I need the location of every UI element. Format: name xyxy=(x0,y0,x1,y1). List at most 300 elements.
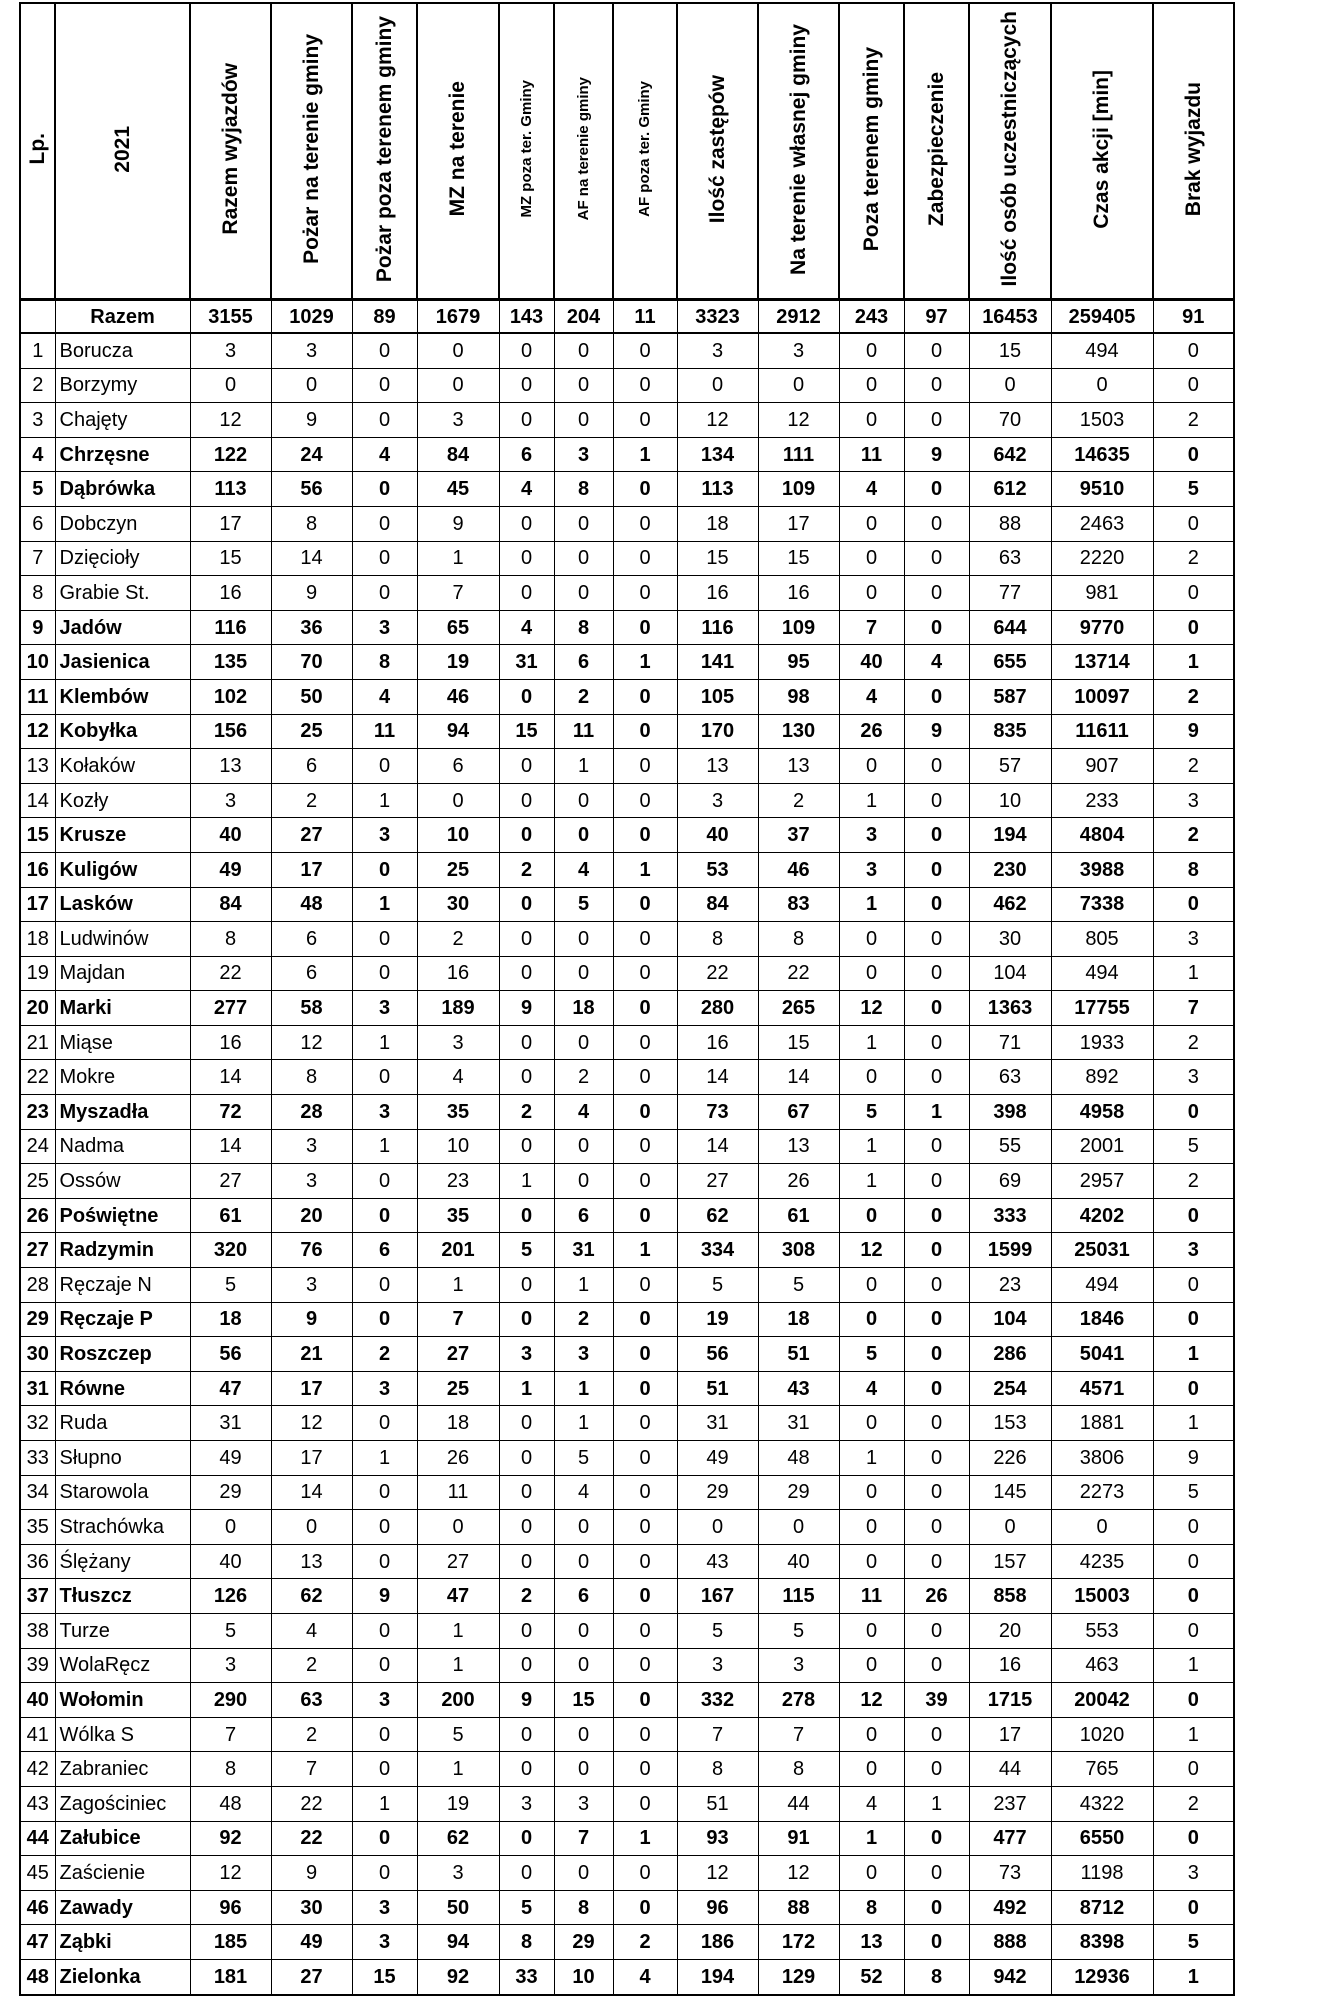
row-value-cell: 1 xyxy=(839,1129,904,1164)
row-value-cell: 22 xyxy=(677,956,758,991)
row-value-cell: 62 xyxy=(417,1821,499,1856)
row-value-cell: 9 xyxy=(271,576,352,611)
row-value-cell: 181 xyxy=(190,1959,271,1994)
row-value-cell: 3 xyxy=(190,783,271,818)
row-value-cell: 49 xyxy=(190,852,271,887)
row-value-cell: 194 xyxy=(969,818,1051,853)
row-value-cell: 16 xyxy=(190,1025,271,1060)
row-value-cell: 26 xyxy=(758,1164,839,1199)
row-value-cell: 0 xyxy=(904,887,969,922)
row-value-cell: 122 xyxy=(190,437,271,472)
row-value-cell: 0 xyxy=(613,576,677,611)
row-value-cell: 0 xyxy=(554,333,613,368)
row-value-cell: 0 xyxy=(1153,1821,1234,1856)
row-value-cell: 91 xyxy=(758,1821,839,1856)
row-value-cell: 0 xyxy=(839,1406,904,1441)
row-value-cell: 14 xyxy=(271,541,352,576)
row-value-cell: 7 xyxy=(417,1302,499,1337)
header-col xyxy=(554,3,613,300)
row-value-cell: 0 xyxy=(352,1717,417,1752)
header-col xyxy=(352,3,417,300)
row-value-cell: 981 xyxy=(1051,576,1153,611)
row-value-cell: 3 xyxy=(677,783,758,818)
row-value-cell: 0 xyxy=(499,1475,554,1510)
row-value-cell: 1933 xyxy=(1051,1025,1153,1060)
row-value-cell: 0 xyxy=(499,1648,554,1683)
total-row xyxy=(20,300,1234,334)
row-lp-cell: 31 xyxy=(20,1371,55,1406)
row-value-cell: 0 xyxy=(352,1544,417,1579)
row-value-cell: 1 xyxy=(1153,1406,1234,1441)
table-row xyxy=(20,714,1234,749)
row-lp-cell: 18 xyxy=(20,922,55,957)
row-value-cell: 77 xyxy=(969,576,1051,611)
total-lp-cell xyxy=(20,300,55,334)
row-value-cell: 50 xyxy=(271,679,352,714)
row-lp-cell: 13 xyxy=(20,749,55,784)
row-value-cell: 3 xyxy=(839,852,904,887)
row-value-cell: 0 xyxy=(554,1164,613,1199)
row-value-cell: 0 xyxy=(554,956,613,991)
row-value-cell: 8 xyxy=(271,1060,352,1095)
row-value-cell: 12 xyxy=(839,1233,904,1268)
table-row xyxy=(20,783,1234,818)
row-value-cell: 0 xyxy=(839,333,904,368)
row-value-cell: 277 xyxy=(190,991,271,1026)
row-value-cell: 0 xyxy=(499,1198,554,1233)
row-value-cell: 61 xyxy=(190,1198,271,1233)
row-value-cell: 494 xyxy=(1051,333,1153,368)
row-value-cell: 26 xyxy=(839,714,904,749)
row-value-cell: 5 xyxy=(1153,472,1234,507)
row-value-cell: 9 xyxy=(271,1856,352,1891)
row-value-cell: 3 xyxy=(190,1648,271,1683)
row-value-cell: 9 xyxy=(1153,1441,1234,1476)
header-col xyxy=(1051,3,1153,300)
row-value-cell: 44 xyxy=(969,1752,1051,1787)
row-value-cell: 3 xyxy=(352,1095,417,1130)
row-value-cell: 0 xyxy=(190,1510,271,1545)
row-value-cell: 3 xyxy=(352,1371,417,1406)
table-row xyxy=(20,1475,1234,1510)
row-value-cell: 51 xyxy=(677,1371,758,1406)
row-value-cell: 5 xyxy=(1153,1925,1234,1960)
row-value-cell: 36 xyxy=(271,610,352,645)
row-value-cell: 0 xyxy=(613,679,677,714)
row-value-cell: 655 xyxy=(969,645,1051,680)
row-value-cell: 1599 xyxy=(969,1233,1051,1268)
row-value-cell: 3806 xyxy=(1051,1441,1153,1476)
row-value-cell: 0 xyxy=(904,1475,969,1510)
row-value-cell: 15 xyxy=(758,541,839,576)
row-value-cell: 9 xyxy=(904,437,969,472)
row-name-cell: Jasienica xyxy=(55,645,190,680)
total-cell: 259405 xyxy=(1051,300,1153,334)
row-value-cell: 83 xyxy=(758,887,839,922)
row-value-cell: 5 xyxy=(499,1890,554,1925)
row-value-cell: 0 xyxy=(613,506,677,541)
row-value-cell: 9510 xyxy=(1051,472,1153,507)
row-value-cell: 63 xyxy=(969,541,1051,576)
row-value-cell: 0 xyxy=(969,368,1051,403)
table-row xyxy=(20,506,1234,541)
row-lp-cell: 5 xyxy=(20,472,55,507)
row-value-cell: 14 xyxy=(271,1475,352,1510)
row-value-cell: 2463 xyxy=(1051,506,1153,541)
row-value-cell: 4804 xyxy=(1051,818,1153,853)
row-value-cell: 94 xyxy=(417,714,499,749)
row-value-cell: 0 xyxy=(904,1198,969,1233)
row-value-cell: 20 xyxy=(969,1613,1051,1648)
row-value-cell: 1 xyxy=(839,1821,904,1856)
row-value-cell: 2220 xyxy=(1051,541,1153,576)
row-value-cell: 18 xyxy=(677,506,758,541)
row-value-cell: 0 xyxy=(499,1510,554,1545)
row-name-cell: Starowola xyxy=(55,1475,190,1510)
row-value-cell: 0 xyxy=(904,991,969,1026)
row-value-cell: 76 xyxy=(271,1233,352,1268)
row-value-cell: 226 xyxy=(969,1441,1051,1476)
row-name-cell: Wólka S xyxy=(55,1717,190,1752)
row-value-cell: 30 xyxy=(271,1890,352,1925)
row-value-cell: 0 xyxy=(499,956,554,991)
row-value-cell: 3 xyxy=(352,1683,417,1718)
row-lp-cell: 28 xyxy=(20,1268,55,1303)
row-value-cell: 8 xyxy=(1153,852,1234,887)
row-value-cell: 15 xyxy=(677,541,758,576)
row-value-cell: 0 xyxy=(904,922,969,957)
row-value-cell: 1 xyxy=(352,1129,417,1164)
row-value-cell: 0 xyxy=(677,1510,758,1545)
row-value-cell: 0 xyxy=(499,783,554,818)
row-name-cell: Załubice xyxy=(55,1821,190,1856)
row-value-cell: 126 xyxy=(190,1579,271,1614)
row-name-cell: Chrzęsne xyxy=(55,437,190,472)
row-value-cell: 3 xyxy=(417,1025,499,1060)
row-value-cell: 0 xyxy=(613,783,677,818)
table-row xyxy=(20,956,1234,991)
row-value-cell: 0 xyxy=(904,1648,969,1683)
row-value-cell: 0 xyxy=(499,541,554,576)
row-value-cell: 0 xyxy=(554,576,613,611)
row-value-cell: 19 xyxy=(677,1302,758,1337)
row-value-cell: 0 xyxy=(352,1060,417,1095)
row-value-cell: 18 xyxy=(417,1406,499,1441)
row-value-cell: 0 xyxy=(1153,1198,1234,1233)
row-lp-cell: 41 xyxy=(20,1717,55,1752)
row-name-cell: Borucza xyxy=(55,333,190,368)
row-value-cell: 0 xyxy=(1153,1579,1234,1614)
header-lp xyxy=(20,3,55,300)
row-value-cell: 5 xyxy=(677,1613,758,1648)
row-value-cell: 11611 xyxy=(1051,714,1153,749)
row-value-cell: 1198 xyxy=(1051,1856,1153,1891)
row-value-cell: 0 xyxy=(613,1268,677,1303)
row-name-cell: Zielonka xyxy=(55,1959,190,1994)
row-value-cell: 40 xyxy=(190,1544,271,1579)
row-value-cell: 334 xyxy=(677,1233,758,1268)
table-header xyxy=(20,3,1234,300)
row-value-cell: 0 xyxy=(554,1025,613,1060)
row-value-cell: 0 xyxy=(613,1371,677,1406)
total-cell: 243 xyxy=(839,300,904,334)
row-value-cell: 587 xyxy=(969,679,1051,714)
total-cell: 11 xyxy=(613,300,677,334)
row-name-cell: Wołomin xyxy=(55,1683,190,1718)
row-value-cell: 48 xyxy=(758,1441,839,1476)
row-name-cell: Ludwinów xyxy=(55,922,190,957)
header-col xyxy=(904,3,969,300)
row-value-cell: 7 xyxy=(554,1821,613,1856)
header-col xyxy=(499,3,554,300)
row-value-cell: 11 xyxy=(417,1475,499,1510)
row-value-cell: 320 xyxy=(190,1233,271,1268)
row-value-cell: 1 xyxy=(839,1441,904,1476)
row-value-cell: 0 xyxy=(1051,1510,1153,1545)
row-value-cell: 888 xyxy=(969,1925,1051,1960)
table-row xyxy=(20,1268,1234,1303)
row-value-cell: 2 xyxy=(1153,541,1234,576)
row-value-cell: 35 xyxy=(417,1198,499,1233)
row-value-cell: 4 xyxy=(613,1959,677,1994)
row-value-cell: 0 xyxy=(1153,610,1234,645)
row-value-cell: 8 xyxy=(352,645,417,680)
row-value-cell: 0 xyxy=(352,1475,417,1510)
row-value-cell: 0 xyxy=(499,576,554,611)
row-value-cell: 15 xyxy=(352,1959,417,1994)
row-value-cell: 0 xyxy=(839,1752,904,1787)
row-value-cell: 3 xyxy=(1153,783,1234,818)
row-value-cell: 0 xyxy=(904,1856,969,1891)
row-value-cell: 332 xyxy=(677,1683,758,1718)
row-value-cell: 27 xyxy=(271,818,352,853)
row-value-cell: 12 xyxy=(677,403,758,438)
row-value-cell: 88 xyxy=(969,506,1051,541)
row-value-cell: 7 xyxy=(758,1717,839,1752)
row-value-cell: 0 xyxy=(554,1544,613,1579)
row-value-cell: 31 xyxy=(554,1233,613,1268)
row-value-cell: 9 xyxy=(271,1302,352,1337)
row-value-cell: 8 xyxy=(904,1959,969,1994)
row-value-cell: 4 xyxy=(554,852,613,887)
row-value-cell: 2 xyxy=(1153,818,1234,853)
row-value-cell: 27 xyxy=(190,1164,271,1199)
row-value-cell: 40 xyxy=(839,645,904,680)
row-value-cell: 4 xyxy=(554,1475,613,1510)
row-value-cell: 0 xyxy=(839,506,904,541)
row-value-cell: 29 xyxy=(677,1475,758,1510)
row-value-cell: 111 xyxy=(758,437,839,472)
header-col xyxy=(758,3,839,300)
row-value-cell: 0 xyxy=(904,472,969,507)
row-lp-cell: 47 xyxy=(20,1925,55,1960)
row-value-cell: 1 xyxy=(352,1441,417,1476)
row-value-cell: 462 xyxy=(969,887,1051,922)
row-value-cell: 31 xyxy=(677,1406,758,1441)
row-value-cell: 0 xyxy=(1153,1890,1234,1925)
row-value-cell: 0 xyxy=(904,1890,969,1925)
row-value-cell: 11 xyxy=(839,437,904,472)
row-value-cell: 115 xyxy=(758,1579,839,1614)
row-value-cell: 835 xyxy=(969,714,1051,749)
row-value-cell: 0 xyxy=(1153,1268,1234,1303)
row-value-cell: 7338 xyxy=(1051,887,1153,922)
row-value-cell: 3 xyxy=(758,1648,839,1683)
row-value-cell: 0 xyxy=(352,1821,417,1856)
row-value-cell: 4 xyxy=(271,1613,352,1648)
row-value-cell: 1 xyxy=(352,887,417,922)
row-value-cell: 0 xyxy=(554,506,613,541)
row-value-cell: 0 xyxy=(613,818,677,853)
row-value-cell: 0 xyxy=(613,1337,677,1372)
table-row xyxy=(20,1959,1234,1994)
row-lp-cell: 11 xyxy=(20,679,55,714)
row-value-cell: 12 xyxy=(839,991,904,1026)
row-value-cell: 0 xyxy=(677,368,758,403)
row-value-cell: 92 xyxy=(190,1821,271,1856)
total-cell: 16453 xyxy=(969,300,1051,334)
total-cell: 2912 xyxy=(758,300,839,334)
row-value-cell: 1 xyxy=(839,1164,904,1199)
row-value-cell: 56 xyxy=(677,1337,758,1372)
row-value-cell: 50 xyxy=(417,1890,499,1925)
row-name-cell: Ręczaje P xyxy=(55,1302,190,1337)
row-value-cell: 2 xyxy=(1153,749,1234,784)
row-lp-cell: 40 xyxy=(20,1683,55,1718)
row-value-cell: 6 xyxy=(554,645,613,680)
table-row xyxy=(20,1233,1234,1268)
row-value-cell: 6 xyxy=(554,1579,613,1614)
row-value-cell: 254 xyxy=(969,1371,1051,1406)
row-value-cell: 48 xyxy=(271,887,352,922)
row-value-cell: 0 xyxy=(352,956,417,991)
row-value-cell: 0 xyxy=(613,887,677,922)
row-value-cell: 0 xyxy=(904,541,969,576)
row-value-cell: 1 xyxy=(613,1821,677,1856)
row-name-cell: Turze xyxy=(55,1613,190,1648)
row-value-cell: 0 xyxy=(352,1613,417,1648)
row-value-cell: 0 xyxy=(499,506,554,541)
row-value-cell: 27 xyxy=(417,1337,499,1372)
row-value-cell: 858 xyxy=(969,1579,1051,1614)
row-value-cell: 0 xyxy=(554,1129,613,1164)
header-row xyxy=(20,3,1234,300)
row-value-cell: 11 xyxy=(839,1579,904,1614)
row-value-cell: 0 xyxy=(499,922,554,957)
row-value-cell: 3 xyxy=(499,1337,554,1372)
row-value-cell: 3 xyxy=(677,1648,758,1683)
row-value-cell: 0 xyxy=(839,576,904,611)
row-value-cell: 3 xyxy=(271,333,352,368)
row-value-cell: 0 xyxy=(352,749,417,784)
row-value-cell: 0 xyxy=(613,991,677,1026)
header-col-label: Ilość zastępów xyxy=(705,74,729,224)
row-value-cell: 0 xyxy=(352,1752,417,1787)
row-value-cell: 105 xyxy=(677,679,758,714)
row-value-cell: 333 xyxy=(969,1198,1051,1233)
row-value-cell: 1 xyxy=(1153,1717,1234,1752)
table-row xyxy=(20,1717,1234,1752)
row-value-cell: 0 xyxy=(499,749,554,784)
row-value-cell: 0 xyxy=(904,956,969,991)
row-value-cell: 0 xyxy=(271,1510,352,1545)
row-value-cell: 0 xyxy=(554,368,613,403)
row-lp-cell: 6 xyxy=(20,506,55,541)
row-value-cell: 29 xyxy=(758,1475,839,1510)
row-value-cell: 72 xyxy=(190,1095,271,1130)
row-value-cell: 0 xyxy=(613,1164,677,1199)
row-value-cell: 4 xyxy=(839,679,904,714)
row-value-cell: 6 xyxy=(499,437,554,472)
row-value-cell: 153 xyxy=(969,1406,1051,1441)
row-value-cell: 2 xyxy=(554,679,613,714)
row-value-cell: 2 xyxy=(499,1095,554,1130)
row-value-cell: 5 xyxy=(499,1233,554,1268)
row-value-cell: 14 xyxy=(190,1060,271,1095)
row-value-cell: 5 xyxy=(417,1717,499,1752)
row-value-cell: 45 xyxy=(417,472,499,507)
row-value-cell: 4 xyxy=(499,472,554,507)
row-value-cell: 0 xyxy=(499,1060,554,1095)
row-value-cell: 0 xyxy=(352,403,417,438)
row-value-cell: 5 xyxy=(554,1441,613,1476)
row-value-cell: 0 xyxy=(499,1717,554,1752)
row-value-cell: 0 xyxy=(613,1406,677,1441)
row-value-cell: 0 xyxy=(352,1856,417,1891)
row-value-cell: 25 xyxy=(271,714,352,749)
row-lp-cell: 9 xyxy=(20,610,55,645)
row-value-cell: 18 xyxy=(554,991,613,1026)
row-lp-cell: 26 xyxy=(20,1198,55,1233)
row-value-cell: 94 xyxy=(417,1925,499,1960)
row-value-cell: 14 xyxy=(758,1060,839,1095)
row-value-cell: 8 xyxy=(554,472,613,507)
row-lp-cell: 27 xyxy=(20,1233,55,1268)
row-value-cell: 0 xyxy=(1153,576,1234,611)
row-value-cell: 3 xyxy=(839,818,904,853)
row-value-cell: 8 xyxy=(271,506,352,541)
table-row xyxy=(20,887,1234,922)
row-lp-cell: 30 xyxy=(20,1337,55,1372)
row-name-cell: Ręczaje N xyxy=(55,1268,190,1303)
row-value-cell: 2 xyxy=(1153,1025,1234,1060)
row-value-cell: 0 xyxy=(613,1095,677,1130)
total-cell: 1029 xyxy=(271,300,352,334)
row-value-cell: 16 xyxy=(758,576,839,611)
row-value-cell: 0 xyxy=(758,1510,839,1545)
row-value-cell: 5 xyxy=(190,1613,271,1648)
row-value-cell: 40 xyxy=(190,818,271,853)
row-value-cell: 52 xyxy=(839,1959,904,1994)
row-value-cell: 0 xyxy=(839,368,904,403)
row-value-cell: 29 xyxy=(554,1925,613,1960)
header-col xyxy=(969,3,1051,300)
row-value-cell: 1 xyxy=(554,1406,613,1441)
row-value-cell: 0 xyxy=(839,1268,904,1303)
row-value-cell: 1 xyxy=(839,887,904,922)
row-value-cell: 26 xyxy=(417,1441,499,1476)
row-value-cell: 3 xyxy=(271,1164,352,1199)
row-value-cell: 15 xyxy=(758,1025,839,1060)
row-lp-cell: 33 xyxy=(20,1441,55,1476)
row-lp-cell: 39 xyxy=(20,1648,55,1683)
statistics-sheet xyxy=(19,2,1235,1996)
total-cell: 89 xyxy=(352,300,417,334)
row-value-cell: 13 xyxy=(839,1925,904,1960)
row-value-cell: 73 xyxy=(677,1095,758,1130)
row-lp-cell: 14 xyxy=(20,783,55,818)
row-value-cell: 0 xyxy=(499,1613,554,1648)
